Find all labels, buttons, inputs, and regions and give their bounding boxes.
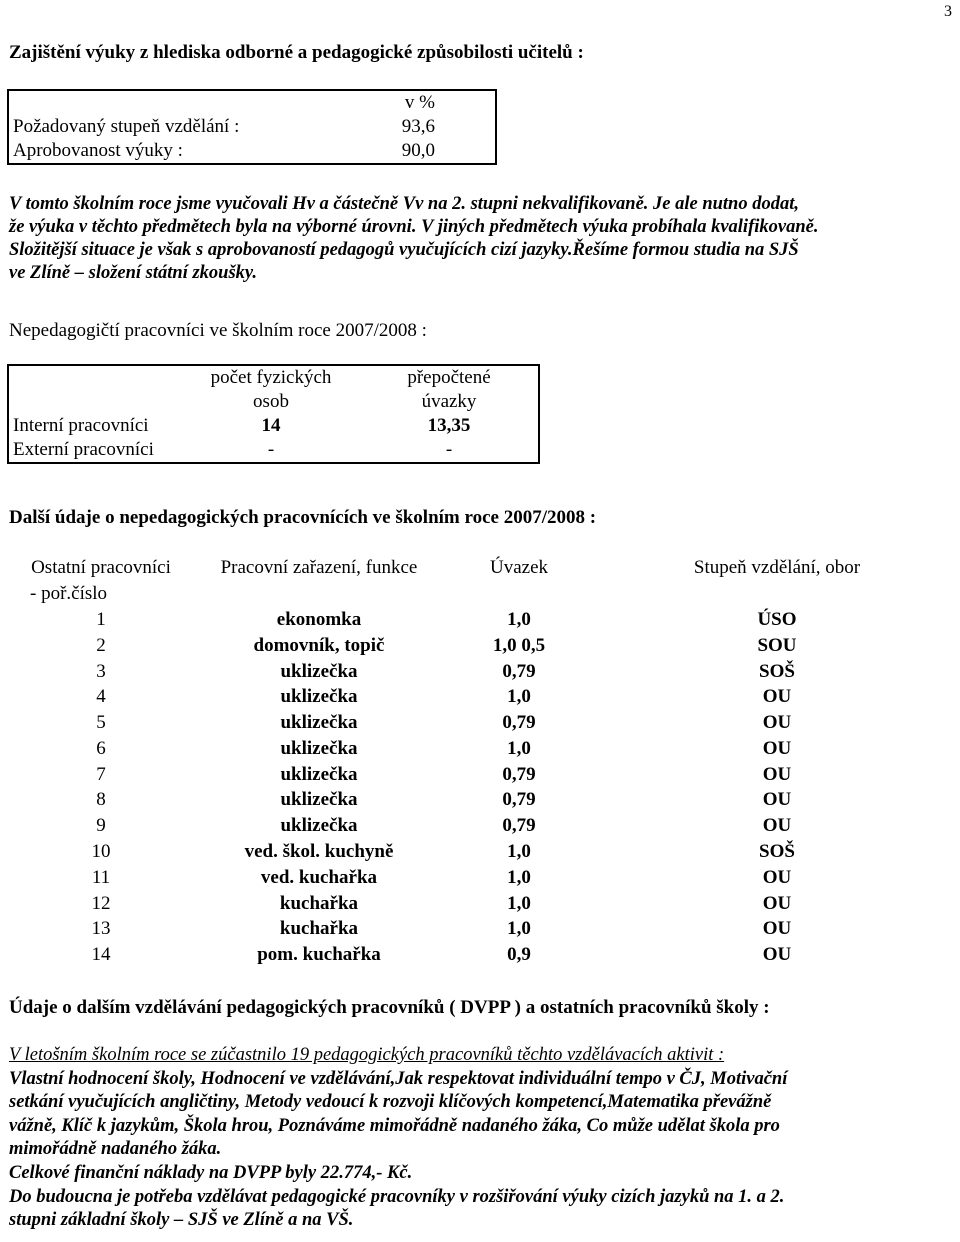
row-function: kuchařka bbox=[279, 892, 359, 914]
row-function: uklizečka bbox=[280, 763, 358, 785]
row-uvazky: 13,35 bbox=[427, 415, 471, 437]
row-number: 6 bbox=[96, 737, 106, 759]
row-number: 8 bbox=[96, 789, 106, 811]
table-row bbox=[8, 115, 496, 139]
header-col1-l2: - poř.číslo bbox=[30, 583, 108, 605]
row-function: kuchařka bbox=[279, 918, 359, 940]
section3-heading: Další údaje o nepedagogických pracovnících ve školním roce 2007/2008 : bbox=[9, 507, 597, 528]
row-education: OU bbox=[762, 789, 792, 811]
row-workload: 0,79 bbox=[502, 660, 536, 682]
dvpp-line: Do budoucna je potřeba vzdělávat pedagogické pracovníky v rozšiřování výuky cizích jazyků na 1. a 2. bbox=[9, 1186, 785, 1207]
row-number: 1 bbox=[96, 608, 106, 630]
row-education: OU bbox=[762, 763, 792, 785]
row-education: OU bbox=[762, 712, 792, 734]
table-header-row bbox=[8, 581, 960, 607]
row-number: 12 bbox=[91, 892, 111, 914]
row-function: uklizečka bbox=[280, 712, 358, 734]
table-row bbox=[8, 916, 960, 942]
row-workload: 1,0 bbox=[507, 841, 531, 863]
table-row bbox=[8, 942, 960, 968]
row-workload: 0,9 bbox=[507, 944, 531, 966]
row-workload: 1,0 bbox=[507, 608, 531, 630]
table-row bbox=[8, 761, 960, 787]
table-row bbox=[8, 438, 539, 463]
table-row bbox=[8, 839, 960, 865]
dvpp-line: Celkové finanční náklady na DVPP byly 22.774,- Kč. bbox=[9, 1162, 413, 1183]
row-education: SOU bbox=[757, 634, 797, 656]
table-row bbox=[8, 658, 960, 684]
table-header-row bbox=[8, 555, 960, 581]
row-education: OU bbox=[762, 944, 792, 966]
row-osob: 14 bbox=[261, 415, 281, 437]
section2-heading: Nepedagogičtí pracovníci ve školním roce 2007/2008 : bbox=[9, 320, 427, 341]
row-label: Aprobovanost výuky : bbox=[13, 140, 183, 162]
dvpp-line: mimořádně nadaného žáka. bbox=[9, 1139, 222, 1160]
header-uvazky-l1: přepočtené bbox=[407, 367, 491, 389]
row-function: domovník, topič bbox=[253, 634, 385, 656]
qualification-table bbox=[7, 89, 497, 165]
dvpp-line: Vlastní hodnocení školy, Hodnocení ve vzdělávání,Jak respektovat individuální tempo v ČJ, Motivační bbox=[9, 1068, 788, 1089]
row-workload: 1,0 bbox=[507, 892, 531, 914]
row-number: 11 bbox=[91, 866, 111, 888]
row-number: 2 bbox=[96, 634, 106, 656]
paragraph-line: V tomto školním roce jsme vyučovali Hv a částečně Vv na 2. stupni nekvalifikovaně. Je ale nutno dodat, bbox=[9, 194, 799, 214]
row-workload: 0,79 bbox=[502, 712, 536, 734]
table-row bbox=[8, 365, 539, 390]
dvpp-line: stupni základní školy – SJŠ ve Zlíně a na VŠ. bbox=[9, 1210, 354, 1231]
row-workload: 0,79 bbox=[502, 763, 536, 785]
row-function: uklizečka bbox=[280, 815, 358, 837]
table-row bbox=[8, 390, 539, 414]
paragraph-line: ve Zlíně – složení státní zkoušky. bbox=[9, 263, 258, 283]
row-osob: - bbox=[267, 439, 275, 461]
row-function: uklizečka bbox=[280, 789, 358, 811]
header-col4: Stupeň vzdělání, obor bbox=[693, 557, 861, 579]
header-osob-l1: počet fyzických bbox=[210, 367, 332, 389]
row-workload: 1,0 bbox=[507, 918, 531, 940]
row-education: ÚSO bbox=[757, 608, 797, 630]
row-uvazky: - bbox=[445, 439, 453, 461]
table-row bbox=[8, 710, 960, 736]
table-row bbox=[8, 813, 960, 839]
row-number: 10 bbox=[91, 841, 111, 863]
row-education: OU bbox=[762, 892, 792, 914]
table-row bbox=[8, 736, 960, 762]
table-row bbox=[8, 890, 960, 916]
page-number: 3 bbox=[944, 3, 952, 20]
row-education: OU bbox=[762, 737, 792, 759]
row-number: 13 bbox=[91, 918, 111, 940]
row-workload: 1,0 bbox=[507, 866, 531, 888]
table-row bbox=[8, 684, 960, 710]
row-number: 3 bbox=[96, 660, 106, 682]
row-function: pom. kuchařka bbox=[257, 944, 381, 966]
section1-heading: Zajištění výuky z hlediska odborné a pedagogické způsobilosti učitelů : bbox=[9, 42, 584, 63]
staff-rows bbox=[8, 607, 960, 968]
row-education: SOŠ bbox=[759, 841, 795, 863]
dvpp-line: setkání vyučujících angličtiny, Metody vedoucí k rozvoji klíčových kompetencí,Matematika převážně bbox=[9, 1092, 772, 1113]
row-number: 14 bbox=[91, 944, 111, 966]
row-education: OU bbox=[762, 866, 792, 888]
dvpp-line: V letošním školním roce se zúčastnilo 19 pedagogických pracovníků těchto vzdělávacích aktivit : bbox=[9, 1045, 725, 1065]
row-workload: 1,0 0,5 bbox=[492, 634, 546, 656]
table-row bbox=[8, 632, 960, 658]
non-teaching-staff-table bbox=[7, 364, 540, 464]
paragraph-line: že výuka v těchto předmětech byla na výborné úrovni. V jiných předmětech výuka probíhala kvalifikovaně. bbox=[9, 217, 819, 237]
header-osob-l2: osob bbox=[253, 391, 289, 413]
row-workload: 0,79 bbox=[502, 815, 536, 837]
row-function: uklizečka bbox=[280, 660, 358, 682]
row-function: uklizečka bbox=[280, 686, 358, 708]
table-row bbox=[8, 90, 496, 115]
row-function: uklizečka bbox=[280, 737, 358, 759]
header-col2: Pracovní zařazení, funkce bbox=[220, 557, 418, 579]
row-value: 93,6 bbox=[401, 116, 435, 138]
row-education: OU bbox=[762, 815, 792, 837]
row-workload: 1,0 bbox=[507, 686, 531, 708]
table-row bbox=[8, 139, 496, 164]
dvpp-line: vážně, Klíč k jazykům, Škola hrou, Poznáváme mimořádně nadaného žáka, Co může udělat škola pro bbox=[9, 1115, 780, 1136]
row-number: 5 bbox=[96, 712, 106, 734]
row-value: 90,0 bbox=[401, 140, 435, 162]
row-number: 4 bbox=[96, 686, 106, 708]
header-col3: Úvazek bbox=[489, 557, 549, 579]
paragraph-line: Složitější situace je však s aprobovaností pedagogů vyučujících cizí jazyky.Řešíme formou studia na SJŠ bbox=[9, 240, 799, 260]
row-function: ved. kuchařka bbox=[260, 866, 378, 888]
row-education: OU bbox=[762, 918, 792, 940]
row-label: Požadovaný stupeň vzdělání : bbox=[13, 116, 240, 138]
row-label: Externí pracovníci bbox=[13, 439, 154, 461]
row-number: 9 bbox=[96, 815, 106, 837]
table-row bbox=[8, 787, 960, 813]
row-education: OU bbox=[762, 686, 792, 708]
row-education: SOŠ bbox=[759, 660, 795, 682]
header-col1: Ostatní pracovníci bbox=[31, 557, 171, 579]
table-row bbox=[8, 414, 539, 438]
row-workload: 0,79 bbox=[502, 789, 536, 811]
header-uvazky-l2: úvazky bbox=[421, 391, 477, 413]
dvpp-paragraph bbox=[9, 1044, 957, 1233]
row-function: ekonomka bbox=[276, 608, 362, 630]
row-number: 7 bbox=[96, 763, 106, 785]
table-row bbox=[8, 865, 960, 891]
qualification-paragraph bbox=[9, 193, 818, 285]
section4-heading: Údaje o dalším vzdělávání pedagogických pracovníků ( DVPP ) a ostatních pracovníků školy : bbox=[9, 997, 770, 1018]
staff-details-table bbox=[8, 555, 960, 968]
percent-header: v % bbox=[404, 92, 435, 114]
row-workload: 1,0 bbox=[507, 737, 531, 759]
row-label: Interní pracovníci bbox=[13, 415, 149, 437]
table-row bbox=[8, 607, 960, 633]
row-function: ved. škol. kuchyně bbox=[244, 841, 394, 863]
